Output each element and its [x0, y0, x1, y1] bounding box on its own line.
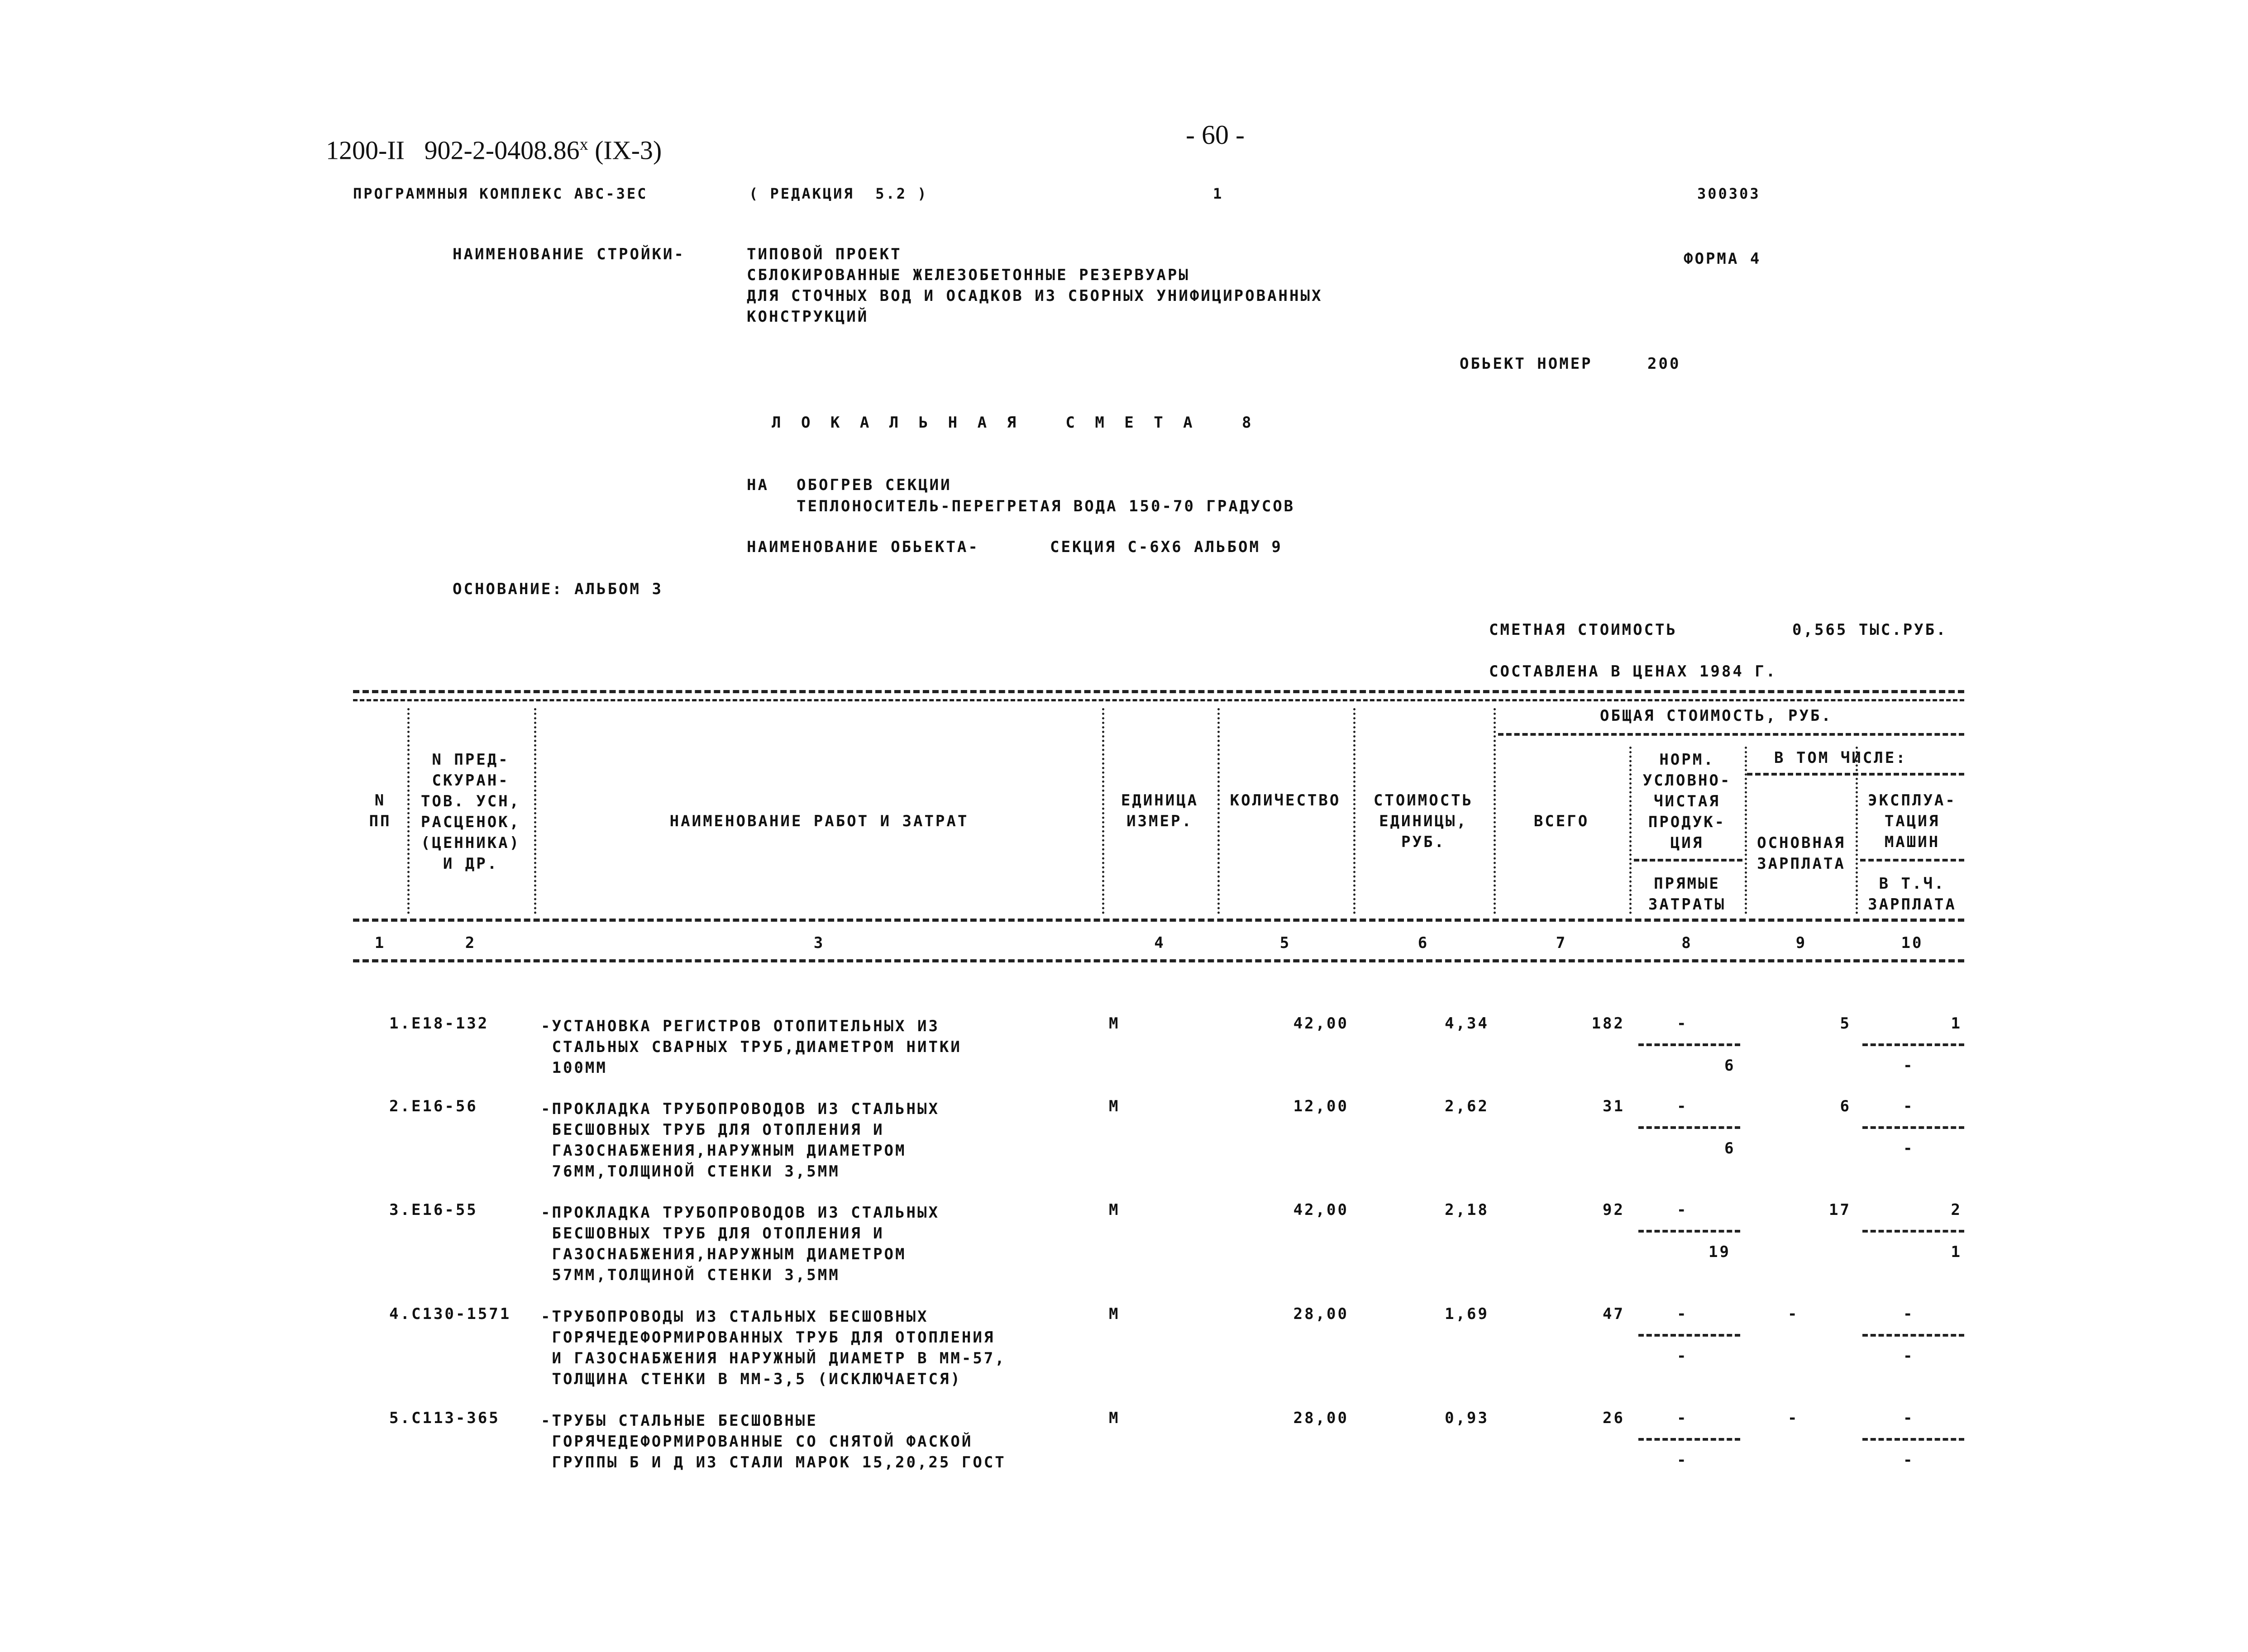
row-price: 4,34: [1445, 1014, 1489, 1033]
row-name: -УСТАНОВКА РЕГИСТРОВ ОТОПИТЕЛЬНЫХ ИЗ СТАЛЬНЫХ СВАРНЫХ ТРУБ,ДИАМЕТРОМ НИТКИ 100ММ: [541, 1017, 962, 1077]
row-price: 2,62: [1445, 1097, 1489, 1115]
header-col2: N ПРЕД- СКУРАН- ТОВ. УСН, РАСЦЕНОК, (ЦЕННИКА) И ДР.: [420, 751, 521, 873]
header-col10-bottom: В Т.Ч. ЗАРПЛАТА: [1868, 875, 1957, 914]
row-c10-top: -: [1903, 1409, 1914, 1427]
header-bottom-rule: [353, 919, 1964, 922]
row-c9: 5: [1840, 1014, 1851, 1033]
row-c10-top: 1: [1951, 1014, 1962, 1033]
row-qty: 28,00: [1293, 1305, 1349, 1323]
site-name-line: КОНСТРУКЦИЙ: [747, 308, 869, 326]
row-unit: М: [1109, 1201, 1120, 1219]
revision: ( РЕДАКЦИЯ 5.2 ): [749, 185, 928, 202]
row-c8-bottom: -: [1677, 1451, 1688, 1469]
col-number: 2: [465, 934, 477, 952]
form-label: ФОРМА 4: [1684, 250, 1761, 268]
object-number: 200: [1647, 355, 1681, 373]
row-name: -ТРУБОПРОВОДЫ ИЗ СТАЛЬНЫХ БЕСШОВНЫХ ГОРЯЧЕДЕФОРМИРОВАННЫХ ТРУБ ДЛЯ ОТОПЛЕНИЯ И ГАЗОСНАБЖЕНИЯ НАРУЖНЫЙ ДИАМЕТР В ММ-57, ТОЛЩИНА СТЕНКИ В ММ-3,5 (ИСКЛЮЧАЕТСЯ): [541, 1308, 1006, 1388]
row-c10-bottom: 1: [1951, 1243, 1962, 1261]
site-name-line: ДЛЯ СТОЧНЫХ ВОД И ОСАДКОВ ИЗ СБОРНЫХ УНИФИЦИРОВАННЫХ: [747, 287, 1323, 305]
row-unit: М: [1109, 1014, 1120, 1033]
row-number: 5.С113-365: [389, 1409, 500, 1427]
row-c8-bottom: 6: [1724, 1139, 1736, 1157]
row-total: 182: [1591, 1014, 1625, 1033]
site-name-line: ТИПОВОЙ ПРОЕКТ: [747, 245, 902, 263]
row-c8-top: -: [1677, 1014, 1688, 1033]
col-separator: [1745, 747, 1747, 914]
header-col4: ЕДИНИЦА ИЗМЕР.: [1121, 791, 1199, 830]
col-number: 3: [813, 934, 825, 952]
col-number: 9: [1795, 934, 1807, 952]
row-c10-top: -: [1903, 1097, 1914, 1115]
header-col8-top: НОРМ. УСЛОВНО- ЧИСТАЯ ПРОДУК- ЦИЯ: [1642, 751, 1732, 852]
basis: ОСНОВАНИЕ: АЛЬБОМ 3: [453, 580, 663, 598]
row-c8-rule: [1638, 1438, 1740, 1441]
row-total: 31: [1603, 1097, 1625, 1115]
doc-code-tail: (IX-3): [588, 135, 662, 165]
row-c9: -: [1788, 1409, 1799, 1427]
table-top-rule: [353, 690, 1964, 693]
row-price: 2,18: [1445, 1201, 1489, 1219]
row-c8-top: -: [1677, 1409, 1688, 1427]
row-c10-bottom: -: [1903, 1057, 1914, 1075]
row-c8-rule: [1638, 1043, 1740, 1046]
row-c10-bottom: -: [1903, 1451, 1914, 1469]
row-c10-bottom: -: [1903, 1139, 1914, 1157]
header-col5: КОЛИЧЕСТВО: [1230, 791, 1341, 809]
col-separator: [1217, 708, 1220, 914]
row-c10-rule: [1862, 1043, 1964, 1046]
doc-code-main: 1200-II 902-2-0408.86: [326, 135, 580, 165]
header-col9: ОСНОВНАЯ ЗАРПЛАТА: [1757, 834, 1846, 873]
site-name: [747, 247, 1322, 324]
col-number: 10: [1901, 934, 1923, 952]
page-number: - 60 -: [1186, 120, 1245, 150]
row-c8-rule: [1638, 1126, 1740, 1129]
row-c8-top: -: [1677, 1201, 1688, 1219]
row-qty: 12,00: [1293, 1097, 1349, 1115]
row-c10-rule: [1862, 1334, 1964, 1337]
row-price: 1,69: [1445, 1305, 1489, 1323]
row-c9: -: [1788, 1305, 1799, 1323]
row-c10-bottom: -: [1903, 1347, 1914, 1365]
row-number: 2.Е16-56: [389, 1097, 478, 1115]
col10-split-rule: [1860, 859, 1964, 862]
row-c8-bottom: 6: [1724, 1057, 1736, 1075]
row-unit: М: [1109, 1409, 1120, 1427]
doc-code-sup: x: [579, 135, 588, 154]
row-c8-rule: [1638, 1230, 1740, 1233]
col-number: 1: [374, 934, 386, 952]
col8-split-rule: [1634, 859, 1742, 862]
col-number: 4: [1154, 934, 1165, 952]
row-name: -ПРОКЛАДКА ТРУБОПРОВОДОВ ИЗ СТАЛЬНЫХ БЕСШОВНЫХ ТРУБ ДЛЯ ОТОПЛЕНИЯ И ГАЗОСНАБЖЕНИЯ,НАРУЖНЫМ ДИАМЕТРОМ 57ММ,ТОЛЩИНОЙ СТЕНКИ 3,5ММ: [541, 1204, 940, 1284]
estimate-title: Л О К А Л Ь Н А Я С М Е Т А 8: [772, 414, 1257, 432]
row-number: 4.С130-1571: [389, 1305, 511, 1323]
row-qty: 42,00: [1293, 1014, 1349, 1033]
site-name-label: НАИМЕНОВАНИЕ СТРОЙКИ-: [453, 245, 685, 263]
row-c8-top: -: [1677, 1097, 1688, 1115]
row-number: 1.Е18-132: [389, 1014, 489, 1033]
row-c10-rule: [1862, 1126, 1964, 1129]
row-c10-rule: [1862, 1438, 1964, 1441]
sheet-number: 1: [1213, 185, 1224, 202]
row-price: 0,93: [1445, 1409, 1489, 1427]
including-group-header: В ТОМ ЧИСЛЕ:: [1774, 749, 1907, 767]
row-total: 47: [1603, 1305, 1625, 1323]
row-c8-bottom: -: [1677, 1347, 1688, 1365]
row-c8-rule: [1638, 1334, 1740, 1337]
object-number-label: ОБЬЕКТ НОМЕР: [1460, 355, 1593, 373]
numbers-bottom-rule: [353, 959, 1964, 962]
prices-note: СОСТАВЛЕНА В ЦЕНАХ 1984 Г.: [1489, 662, 1777, 681]
col-number: 8: [1681, 934, 1693, 952]
cost-value: 0,565 ТЫС.РУБ.: [1792, 621, 1947, 639]
code-number: 300303: [1697, 185, 1761, 202]
program-name: ПРОГРАММНЫЯ КОМПЛЕКС АВС-3ЕС: [353, 185, 648, 202]
row-qty: 28,00: [1293, 1409, 1349, 1427]
row-c9: 6: [1840, 1097, 1851, 1115]
col-separator: [534, 708, 536, 914]
object-name-label: НАИМЕНОВАНИЕ ОБЬЕКТА-: [747, 538, 979, 556]
doc-code: [326, 136, 662, 163]
row-c10-top: 2: [1951, 1201, 1962, 1219]
row-c10-top: -: [1903, 1305, 1914, 1323]
row-c10-rule: [1862, 1230, 1964, 1233]
col-number: 5: [1279, 934, 1291, 952]
header-col7: ВСЕГО: [1533, 812, 1589, 830]
col-number: 6: [1418, 934, 1429, 952]
row-c8-top: -: [1677, 1305, 1688, 1323]
header-col1: N ПП: [369, 791, 391, 830]
for-label: НА: [747, 476, 769, 494]
for-line: ОБОГРЕВ СЕКЦИИ: [797, 476, 952, 494]
object-name: СЕКЦИЯ С-6Х6 АЛЬБОМ 9: [1050, 538, 1283, 556]
row-c8-bottom: 19: [1709, 1243, 1731, 1261]
row-name: -ТРУБЫ СТАЛЬНЫЕ БЕСШОВНЫЕ ГОРЯЧЕДЕФОРМИРОВАННЫЕ СО СНЯТОЙ ФАСКОЙ ГРУППЫ Б И Д ИЗ СТАЛИ МАРОК 15,20,25 ГОСТ: [541, 1412, 1006, 1471]
row-unit: М: [1109, 1097, 1120, 1115]
table-top-rule-2: [353, 699, 1964, 701]
header-col6: СТОИМОСТЬ ЕДИНИЦЫ, РУБ.: [1373, 791, 1474, 851]
row-unit: М: [1109, 1305, 1120, 1323]
row-name: -ПРОКЛАДКА ТРУБОПРОВОДОВ ИЗ СТАЛЬНЫХ БЕСШОВНЫХ ТРУБ ДЛЯ ОТОПЛЕНИЯ И ГАЗОСНАБЖЕНИЯ,НАРУЖНЫМ ДИАМЕТРОМ 76ММ,ТОЛЩИНОЙ СТЕНКИ 3,5ММ: [541, 1100, 940, 1181]
incl-rule: [1747, 773, 1964, 776]
row-number: 3.Е16-55: [389, 1201, 478, 1219]
row-total: 26: [1603, 1409, 1625, 1427]
site-name-line: СБЛОКИРОВАННЫЕ ЖЕЛЕЗОБЕТОННЫЕ РЕЗЕРВУАРЫ: [747, 266, 1190, 284]
total-cost-group-header: ОБЩАЯ СТОИМОСТЬ, РУБ.: [1600, 707, 1833, 725]
header-col10-top: ЭКСПЛУА- ТАЦИЯ МАШИН: [1868, 791, 1957, 851]
for-line: ТЕПЛОНОСИТЕЛЬ-ПЕРЕГРЕТАЯ ВОДА 150-70 ГРАДУСОВ: [797, 497, 1295, 515]
header-col8-bottom: ПРЯМЫЕ ЗАТРАТЫ: [1648, 875, 1726, 914]
row-c9: 17: [1829, 1201, 1851, 1219]
group-rule: [1498, 733, 1964, 736]
cost-label: СМЕТНАЯ СТОИМОСТЬ: [1489, 621, 1677, 639]
row-qty: 42,00: [1293, 1201, 1349, 1219]
header-col3: НАИМЕНОВАНИЕ РАБОТ И ЗАТРАТ: [669, 812, 969, 830]
row-total: 92: [1603, 1201, 1625, 1219]
col-number: 7: [1556, 934, 1567, 952]
